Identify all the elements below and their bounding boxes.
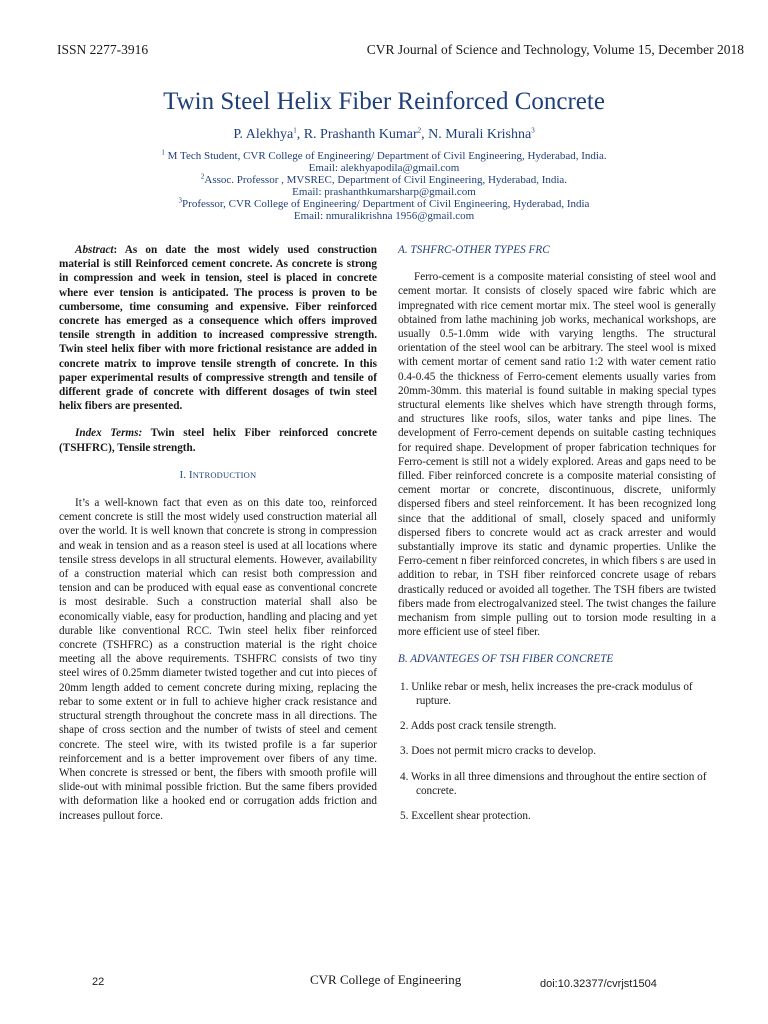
list-item: 1. Unlike rebar or mesh, helix increases the pre-crack modulus of rupture. <box>400 680 693 707</box>
footer-college: CVR College of Engineering <box>310 972 462 987</box>
abstract-text: : As on date the most widely used construction material is still Reinforced cement concrete. As concrete is strong in compression and week in tension, steel is placed in concrete where ever tension is anticipated. The process is proven to be cumbersome, time consuming and expensive. Fiber reinforced concrete has emerged as a consequence which offers improved tensile strength in addition to increased compressive strength. Twin steel helix fiber with more frictional resistance are added in concrete matrix to improve tensile strength of concrete. In this paper experimental results of compressive strength and tensile of different grade of concrete with different dosages of twin steel helix fibers are presented. <box>59 244 377 413</box>
author-sep: , <box>296 127 304 142</box>
list-item: 3. Does not permit micro cracks to develop. <box>400 745 597 758</box>
affiliation-3 <box>0 198 768 210</box>
author-list <box>0 127 768 143</box>
author-sup: 1 <box>293 126 297 135</box>
intro-heading-rest: NTRODUCTION <box>192 469 257 480</box>
issn-number: ISSN 2277-3916 <box>57 42 149 57</box>
author-name: P. Alekhya <box>233 127 294 142</box>
affiliation-2-email: Email: prashanthkumarsharp@gmail.com <box>292 186 476 198</box>
intro-paragraph: It’s a well-known fact that even as on this date too, reinforced cement concrete is still the most widely used construction material all over the world. It is well known that concrete is strong in compression and weak in tension and as a reason steel is used at all locations where tensile stress develops in all structural elements. However, availability of a construction material which can resist both compression and tension and can be produced with equal ease as conventional concrete is most desirable. Such a construction material shall also be economically viable, easy for production, handling and placing and yet durable like conventional RCC. Twin steel helix fiber reinforced concrete (TSHFRC) as a construction material is the right choice meeting all the above requirements. TSHFRC consists of two tiny steel wires of 0.25mm diameter twisted together and cut into pieces of 20mm length added to cement concrete during mixing, replacing the rebar to some extent or in full to achieve higher crack resistance and structural strength throughout the concrete mass in all directions. The shape of cross section and the number of twists of steel and cement concrete. The steel wire, with its twisted profile is a far superior reinforcement and is a better improvement over fibers of any time. When concrete is stressed or bent, the fibers with smooth profile will slide-out with minimal possible friction. But the same fibers provided with deformation like a hooked end or corrugation adds friction and increases pullout force. <box>59 497 377 822</box>
aff-text: M Tech Student, CVR College of Engineering/ Department of Civil Engineering, Hyderabad, India. <box>164 150 607 162</box>
intro-heading-first: I. I <box>179 469 193 481</box>
aff-text: Professor, CVR College of Engineering/ Department of Civil Engineering, Hyderabad, India <box>182 198 590 210</box>
intro-heading <box>59 468 377 483</box>
list-item: 4. Works in all three dimensions and throughout the entire section of concrete. <box>400 770 707 797</box>
author-sup: 3 <box>531 126 535 135</box>
affiliation-1 <box>0 150 768 162</box>
abstract <box>59 243 377 413</box>
list-item: 5. Excellent shear protection. <box>400 809 531 822</box>
aff-sup: 1 <box>161 148 165 157</box>
author-sup: 2 <box>417 126 422 135</box>
aff-text: Assoc. Professor , MVSREC, Department of Civil Engineering, Hyderabad, India. <box>204 174 568 186</box>
section-b-heading: B. ADVANTEGES OF TSH FIBER CONCRETE <box>398 653 614 666</box>
list-item: 2. Adds post crack tensile strength. <box>400 720 557 733</box>
index-terms-text: Twin steel helix Fiber reinforced concrete (TSHFRC), Tensile strength. <box>59 427 377 454</box>
affiliation-2 <box>0 174 768 186</box>
affiliation-3-email: Email: nmuralikrishna 1956@gmail.com <box>293 210 475 222</box>
aff-sup: 3 <box>178 196 183 205</box>
journal-header: CVR Journal of Science and Technology, Volume 15, December 2018 <box>366 42 744 57</box>
right-column <box>398 243 716 834</box>
paper-title: Twin Steel Helix Fiber Reinforced Concrete <box>163 88 605 115</box>
abstract-label: Abstract <box>75 244 114 256</box>
section-a-heading: A. TSHFRC-OTHER TYPES FRC <box>398 244 550 256</box>
page-number: 22 <box>92 976 105 988</box>
advantages-list <box>398 680 716 823</box>
footer-doi: doi:10.32377/cvrjst1504 <box>540 978 657 990</box>
section-a-paragraph: Ferro-cement is a composite material consisting of steel wool and cement mortar. It consists of closely spaced wire fabric which are impregnated with rice cement mortar mix. The steel wool is generally obtained from lathe machining job works, mechanical workshops, are usually 0.5-1.0mm wide with varying lengths. The structural orientation of the steel wool can be arbitrary. The steel wool is mixed with cement mortar of cement sand ratio 1:2 with water cement ratio 0.4-0.45 the thickness of Ferro-cement elements usually varies from 20mm-30mm. this material is found suitable in making special types structural elements like shelves which have strength through forms, and structures like roofs, silos, water tanks and pipe lines. The development of Ferro-cement depends on suitable casting techniques for required shape. Development of proper fabrication techniques for Ferro-cement is still not a widely explored. Areas and gaps need to be filled. Fiber reinforced concrete is a composite material consisting of cement mortar or concrete, discontinuous, discrete, uniformly dispersed fibers and steel reinforcement. It has been recognized long since that the additional of small, closely spaced and uniformly dispersed fibers to concrete would act as crack arrester and would substantially improve its static and dynamic properties. Unlike the Ferro-cement n fiber reinforced concretes, in which fibers s are used in addition to rebar, in TSH fiber reinforced concrete usage of rebars drastically reduced or avoided all together. The TSH fibers are twisted fibers made from electrogalvanized steel. The twist changes the failure mechanism from simple pulling out to torsion mode resulting in a more efficient use of steel fiber. <box>398 271 716 639</box>
affiliation-1-email: Email: alekhyapodila@gmail.com <box>308 162 460 174</box>
author-name: N. Murali Krishna <box>428 127 532 142</box>
index-terms <box>59 426 377 454</box>
left-column <box>59 243 377 823</box>
index-terms-label: Index Terms: <box>75 427 143 440</box>
author-name: R. Prashanth Kumar <box>303 127 418 142</box>
author-sep: , <box>421 127 429 142</box>
aff-sup: 2 <box>200 172 205 181</box>
